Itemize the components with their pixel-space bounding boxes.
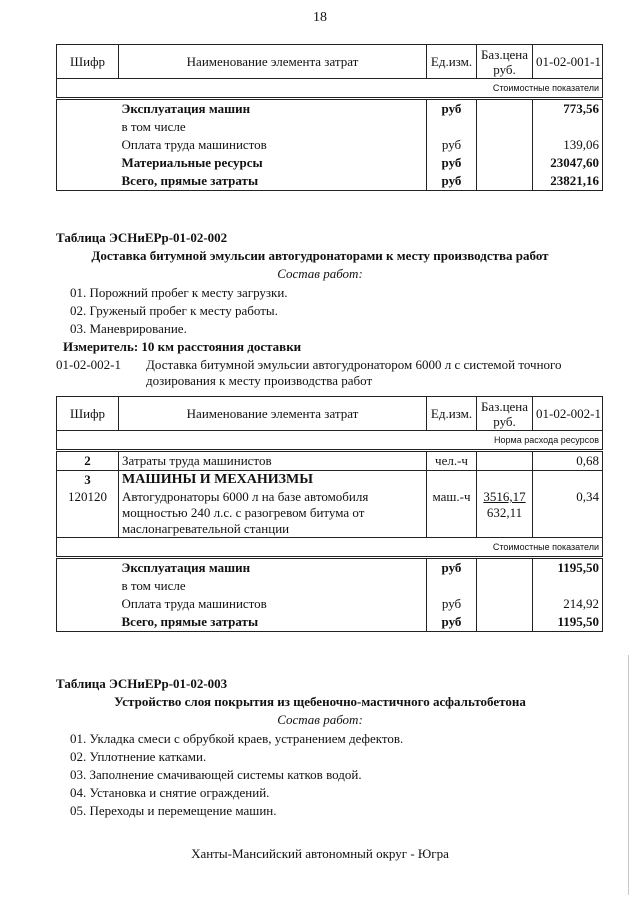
table-label: Таблица ЭСНиЕРр-01-02-003 xyxy=(56,676,228,691)
item-description-cont: дозирования к месту производства работ xyxy=(146,373,373,388)
page-number: 18 xyxy=(313,10,327,25)
col-price-header: Баз.цена руб. xyxy=(477,45,533,79)
table-row: Оплата труда машинистов руб 214,92 xyxy=(57,595,603,613)
table-row: 120120 Автогудронаторы 6000 л на базе автомобиля маш.-ч 3516,17 0,34 xyxy=(57,489,603,505)
page-footer: Ханты-Мансийский автономный округ - Югра xyxy=(191,846,449,861)
table-code: 01-02-002-1 xyxy=(533,397,603,431)
subheader: Норма расхода ресурсов xyxy=(57,431,603,451)
section-title: Доставка битумной эмульсии автогудронаторами к месту производства работ xyxy=(91,248,549,263)
table-row: в том числе xyxy=(57,118,603,136)
col-name-header: Наименование элемента затрат xyxy=(119,397,427,431)
col-unit-header: Ед.изм. xyxy=(427,397,477,431)
col-code-header: Шифр xyxy=(57,397,119,431)
works-heading: Состав работ: xyxy=(277,712,363,727)
table-code: 01-02-001-1 xyxy=(533,45,603,79)
subheader: Стоимостные показатели xyxy=(57,79,603,99)
scan-edge-line xyxy=(628,655,629,895)
table-row: Всего, прямые затраты руб 1195,50 xyxy=(57,613,603,632)
table-row: Оплата труда машинистов руб 139,06 xyxy=(57,136,603,154)
work-item: 05. Переходы и перемещение машин. xyxy=(70,803,277,818)
work-item: 01. Порожний пробег к месту загрузки. xyxy=(70,285,288,300)
table-row: маслонагревательной станции xyxy=(57,521,603,538)
subheader: Стоимостные показатели xyxy=(57,538,603,558)
table-row: в том числе xyxy=(57,577,603,595)
table-row: Эксплуатация машин руб 773,56 xyxy=(57,99,603,119)
work-item: 02. Груженый пробег к месту работы. xyxy=(70,303,278,318)
col-unit-header: Ед.изм. xyxy=(427,45,477,79)
table-row: Всего, прямые затраты руб 23821,16 xyxy=(57,172,603,191)
item-code: 01-02-002-1 xyxy=(56,357,121,372)
table-row: мощностью 240 л.с. с разогревом битума от 632,11 xyxy=(57,505,603,521)
section-title: Устройство слоя покрытия из щебеночно-мастичного асфальтобетона xyxy=(114,694,526,709)
table-row: 3 МАШИНЫ И МЕХАНИЗМЫ xyxy=(57,471,603,490)
table-row: 2 Затраты труда машинистов чел.-ч 0,68 xyxy=(57,451,603,471)
measure-unit: Измеритель: 10 км расстояния доставки xyxy=(63,339,302,354)
work-item: 03. Заполнение смачивающей системы катков водой. xyxy=(70,767,362,782)
table-row: Эксплуатация машин руб 1195,50 xyxy=(57,558,603,578)
work-item: 01. Укладка смеси с обрубкой краев, устранением дефектов. xyxy=(70,731,404,746)
col-name-header: Наименование элемента затрат xyxy=(119,45,427,79)
col-price-header: Баз.цена руб. xyxy=(477,397,533,431)
table-row: Материальные ресурсы руб 23047,60 xyxy=(57,154,603,172)
item-description: Доставка битумной эмульсии автогудронатором 6000 л с системой точного xyxy=(146,357,562,372)
table-label: Таблица ЭСНиЕРр-01-02-002 xyxy=(56,230,228,245)
works-heading: Состав работ: xyxy=(277,266,363,281)
work-item: 03. Маневрирование. xyxy=(70,321,187,336)
col-code-header: Шифр xyxy=(57,45,119,79)
work-item: 04. Установка и снятие ограждений. xyxy=(70,785,270,800)
work-item: 02. Уплотнение катками. xyxy=(70,749,207,764)
cost-table-1 xyxy=(56,44,603,191)
cost-table-2 xyxy=(56,396,603,632)
